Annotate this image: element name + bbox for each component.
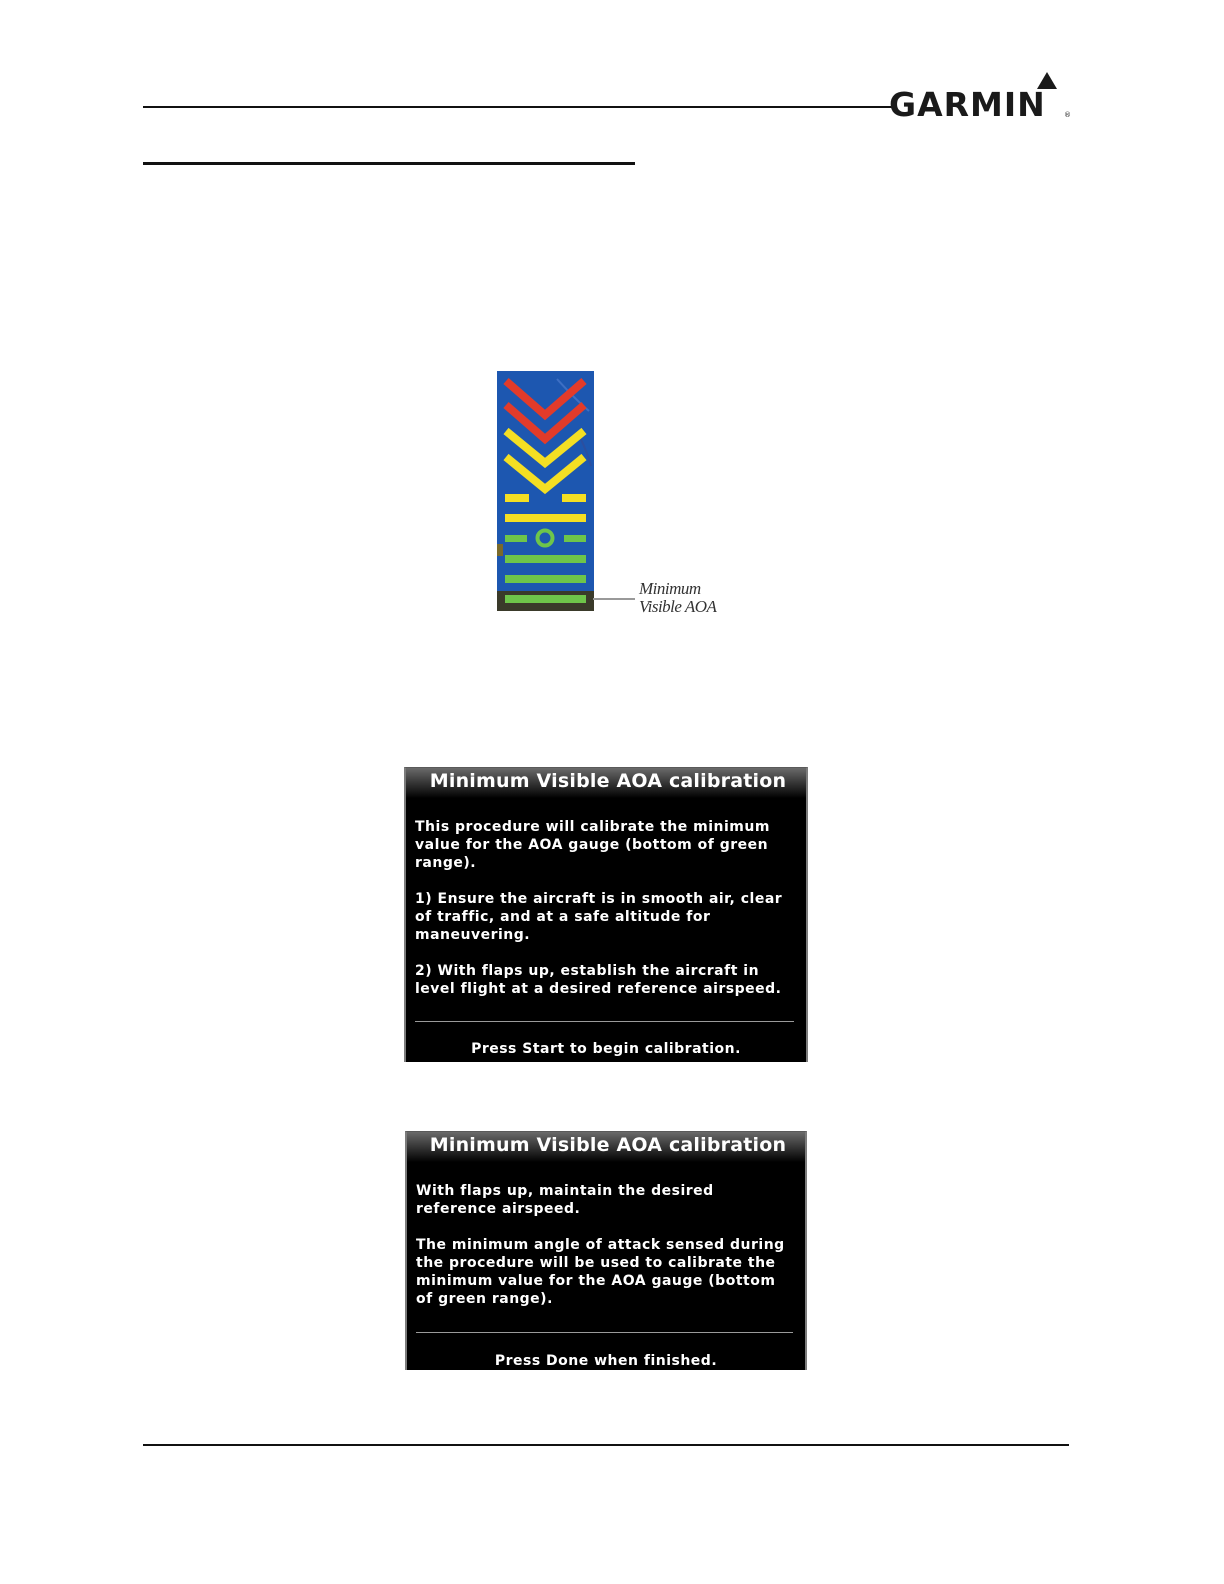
- section-title-rule: [143, 162, 635, 165]
- dialog-body: [406, 798, 806, 998]
- yellow-bar-full: [505, 514, 586, 522]
- header-rule: [143, 106, 893, 108]
- green-bar-right: [564, 535, 586, 542]
- callout-label-line: Visible AOA: [639, 597, 717, 616]
- calibration-in-progress-dialog: [405, 1131, 807, 1370]
- callout-leader-line: [593, 598, 635, 600]
- aoa-gauge-figure: [497, 371, 737, 621]
- yellow-bar-left: [505, 494, 529, 502]
- registered-mark: ®: [1064, 111, 1071, 119]
- green-bar-2: [505, 575, 586, 583]
- callout-label-line: Minimum: [639, 579, 701, 598]
- garmin-logo-text: GARMIN: [889, 85, 1046, 124]
- dialog-divider: [416, 1332, 793, 1333]
- green-bar-1: [505, 555, 586, 563]
- dialog-body: [407, 1162, 805, 1308]
- dialog-paragraph: The minimum angle of attack sensed during the procedure will be used to calibrate the minimum value for the AOA gauge (bottom of green range).: [416, 1237, 785, 1307]
- dialog-paragraph: With flaps up, maintain the desired reference airspeed.: [416, 1183, 714, 1217]
- dialog-title: Minimum Visible AOA calibration: [406, 768, 806, 798]
- aoa-gauge-icon: [497, 371, 594, 611]
- callout-label-minimum-visible-aoa: [639, 580, 716, 616]
- footer-rule: [143, 1444, 1069, 1446]
- dialog-title: Minimum Visible AOA calibration: [407, 1132, 805, 1162]
- gauge-edge-mark: [497, 544, 503, 556]
- dialog-paragraph: 1) Ensure the aircraft is in smooth air, clear of traffic, and at a safe altitude for maneuvering.: [415, 891, 783, 943]
- green-bar-minimum: [505, 595, 586, 603]
- calibration-start-dialog: [404, 767, 808, 1062]
- dialog-paragraph: This procedure will calibrate the minimum value for the AOA gauge (bottom of green range).: [415, 819, 770, 871]
- dialog-divider: [415, 1021, 794, 1022]
- green-bar-left: [505, 535, 527, 542]
- dialog-footer-instruction: Press Start to begin calibration.: [471, 1041, 741, 1057]
- dialog-paragraph: 2) With flaps up, establish the aircraft in level flight at a desired reference airspeed.: [415, 963, 782, 997]
- garmin-logo: [889, 70, 1074, 124]
- yellow-bar-right: [562, 494, 586, 502]
- dialog-footer-instruction: Press Done when finished.: [494, 1353, 718, 1369]
